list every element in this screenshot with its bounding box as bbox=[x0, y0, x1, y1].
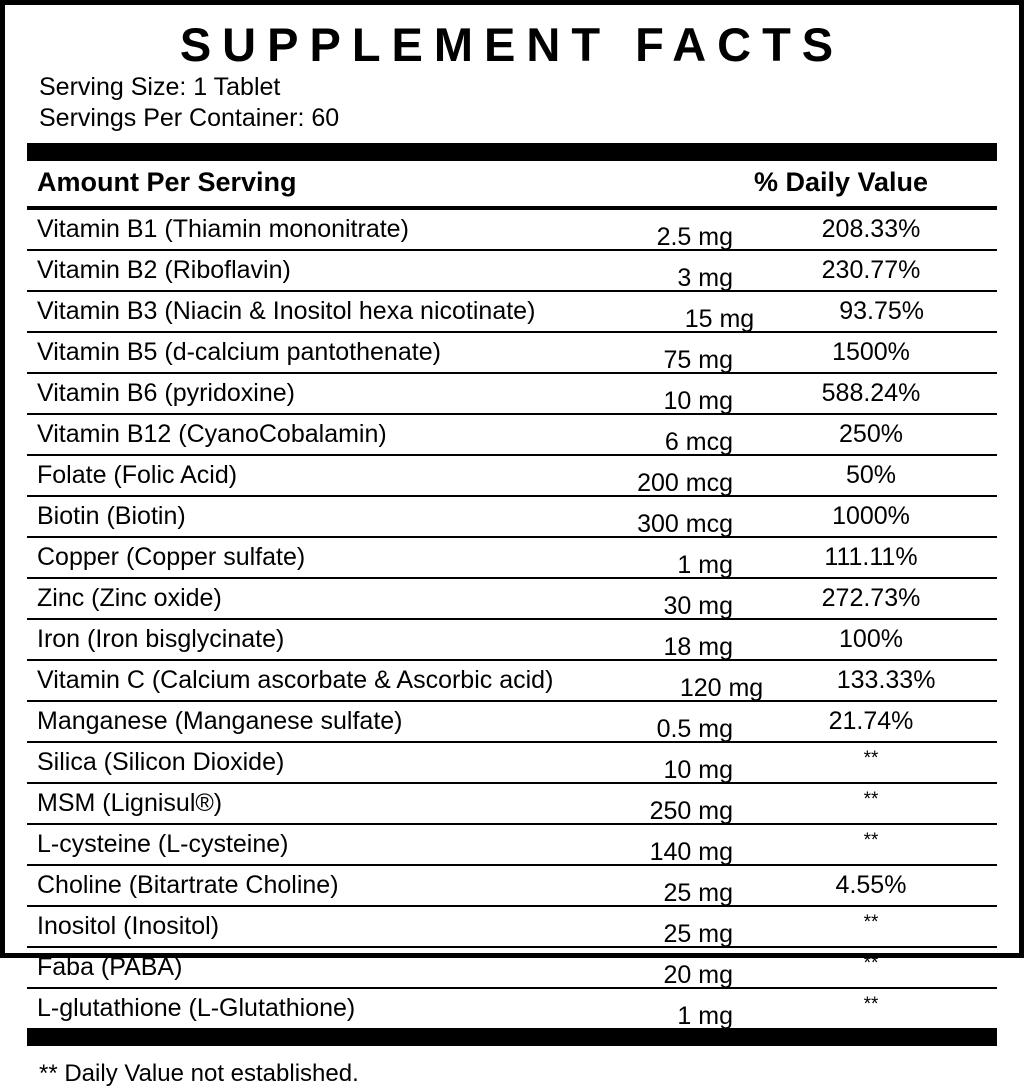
nutrient-table bbox=[27, 210, 997, 1028]
nutrient-name: Vitamin C (Calcium ascorbate & Ascorbic acid) bbox=[37, 666, 554, 694]
nutrient-name: Biotin (Biotin) bbox=[37, 502, 186, 530]
top-thick-divider bbox=[27, 143, 997, 161]
nutrient-amount: 3 mg bbox=[677, 264, 733, 292]
nutrient-amount: 2.5 mg bbox=[656, 223, 733, 251]
nutrient-name: Choline (Bitartrate Choline) bbox=[37, 871, 339, 899]
nutrient-amount: 30 mg bbox=[663, 592, 733, 620]
nutrient-daily-value: 272.73% bbox=[821, 584, 921, 612]
nutrient-name: L-glutathione (L-Glutathione) bbox=[37, 994, 356, 1022]
nutrient-daily-value: 133.33% bbox=[836, 666, 936, 694]
nutrient-amount: 200 mcg bbox=[637, 469, 733, 497]
nutrient-amount: 0.5 mg bbox=[656, 715, 733, 743]
nutrient-amount: 10 mg bbox=[663, 756, 733, 784]
nutrient-daily-value: 208.33% bbox=[821, 215, 921, 243]
nutrient-daily-value: 4.55% bbox=[835, 871, 907, 899]
nutrient-name: MSM (Lignisul®) bbox=[37, 789, 223, 817]
nutrient-name: Inositol (Inositol) bbox=[37, 912, 220, 940]
nutrient-daily-value: ** bbox=[863, 789, 879, 810]
nutrient-daily-value: 93.75% bbox=[839, 297, 924, 325]
table-row bbox=[27, 251, 997, 290]
nutrient-amount: 250 mg bbox=[649, 797, 733, 825]
nutrient-daily-value: 21.74% bbox=[828, 707, 914, 735]
nutrient-amount: 1 mg bbox=[677, 551, 733, 579]
nutrient-name: Vitamin B5 (d-calcium pantothenate) bbox=[37, 338, 441, 366]
table-header-row bbox=[27, 161, 997, 206]
nutrient-daily-value: 1500% bbox=[832, 338, 910, 366]
nutrient-daily-value: ** bbox=[863, 994, 879, 1015]
table-row bbox=[27, 333, 997, 372]
nutrient-amount: 25 mg bbox=[663, 920, 733, 948]
nutrient-name: Copper (Copper sulfate) bbox=[37, 543, 306, 571]
nutrient-name: L-cysteine (L-cysteine) bbox=[37, 830, 289, 858]
nutrient-amount: 140 mg bbox=[649, 838, 733, 866]
table-row bbox=[27, 743, 997, 782]
nutrient-name: Vitamin B12 (CyanoCobalamin) bbox=[37, 420, 387, 448]
nutrient-amount: 10 mg bbox=[663, 387, 733, 415]
nutrient-amount: 15 mg bbox=[684, 305, 755, 333]
table-row bbox=[27, 784, 997, 823]
nutrient-name: Iron (Iron bisglycinate) bbox=[37, 625, 285, 653]
nutrient-amount: 6 mcg bbox=[664, 428, 733, 456]
nutrient-name: Vitamin B6 (pyridoxine) bbox=[37, 379, 295, 407]
table-row bbox=[27, 579, 997, 618]
nutrient-name: Manganese (Manganese sulfate) bbox=[37, 707, 403, 735]
nutrient-amount: 20 mg bbox=[663, 961, 733, 989]
nutrient-name: Zinc (Zinc oxide) bbox=[37, 584, 222, 612]
table-row bbox=[27, 374, 997, 413]
nutrient-name: Vitamin B3 (Niacin & Inositol hexa nicotinate) bbox=[37, 297, 536, 325]
nutrient-daily-value: 50% bbox=[845, 461, 897, 489]
nutrient-amount: 75 mg bbox=[663, 346, 733, 374]
table-row bbox=[27, 415, 997, 454]
footnote-text: ** Daily Value not established. bbox=[39, 1060, 359, 1087]
nutrient-amount: 25 mg bbox=[663, 879, 733, 907]
table-row bbox=[27, 210, 997, 249]
table-row bbox=[27, 948, 997, 987]
nutrient-name: Vitamin B2 (Riboflavin) bbox=[37, 256, 291, 284]
nutrient-amount: 120 mg bbox=[679, 674, 764, 702]
nutrient-name: Folate (Folic Acid) bbox=[37, 461, 238, 489]
table-row bbox=[27, 907, 997, 946]
table-row bbox=[27, 456, 997, 495]
nutrient-name: Silica (Silicon Dioxide) bbox=[37, 748, 285, 776]
table-row bbox=[27, 866, 997, 905]
table-row bbox=[27, 661, 997, 700]
table-row bbox=[27, 497, 997, 536]
nutrient-daily-value: ** bbox=[863, 830, 879, 851]
table-row bbox=[27, 538, 997, 577]
nutrient-daily-value: ** bbox=[863, 953, 879, 974]
serving-size-text: Serving Size: 1 Tablet bbox=[39, 73, 281, 101]
nutrient-daily-value: 588.24% bbox=[821, 379, 921, 407]
table-row bbox=[27, 292, 997, 331]
nutrient-amount: 1 mg bbox=[677, 1002, 733, 1030]
nutrient-daily-value: 111.11% bbox=[824, 543, 918, 571]
nutrient-name: Vitamin B1 (Thiamin mononitrate) bbox=[37, 215, 409, 243]
page-title: SUPPLEMENT FACTS bbox=[179, 18, 845, 71]
nutrient-daily-value: 100% bbox=[839, 625, 903, 653]
nutrient-daily-value: 250% bbox=[839, 420, 903, 448]
table-row bbox=[27, 989, 997, 1028]
nutrient-name: Faba (PABA) bbox=[37, 953, 183, 981]
table-row bbox=[27, 702, 997, 741]
nutrient-daily-value: 230.77% bbox=[821, 256, 921, 284]
nutrient-amount: 18 mg bbox=[663, 633, 733, 661]
table-row bbox=[27, 620, 997, 659]
servings-per-container-text: Servings Per Container: 60 bbox=[39, 103, 340, 132]
table-row bbox=[27, 825, 997, 864]
amount-per-serving-header: Amount Per Serving bbox=[37, 167, 297, 197]
nutrient-daily-value: ** bbox=[863, 912, 879, 933]
daily-value-header: % Daily Value bbox=[753, 167, 929, 197]
nutrient-daily-value: 1000% bbox=[832, 502, 910, 530]
nutrient-daily-value: ** bbox=[863, 748, 879, 769]
nutrient-amount: 300 mcg bbox=[637, 510, 733, 538]
